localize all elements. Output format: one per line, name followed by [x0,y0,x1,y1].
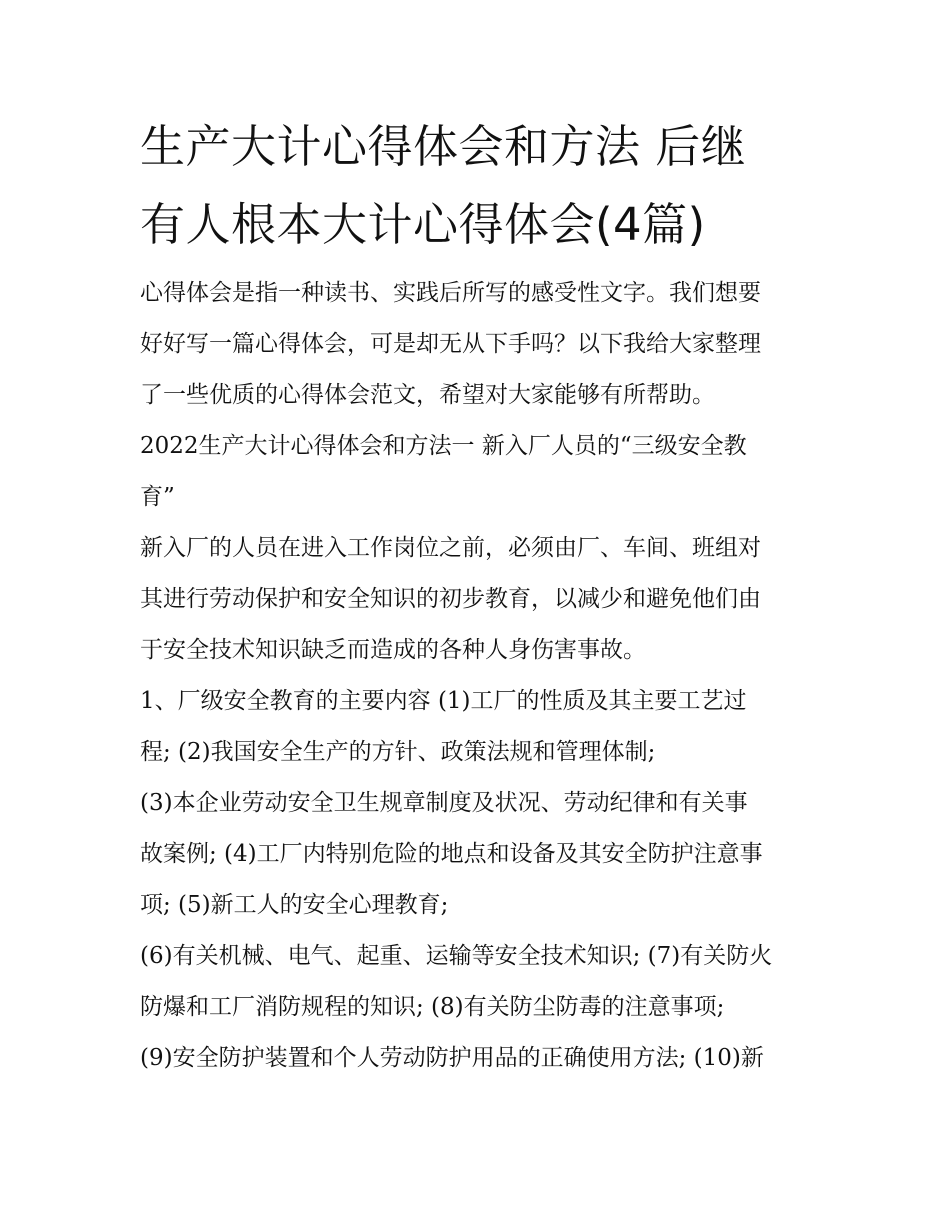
text-line: 好好写一篇心得体会，可是却无从下手吗？以下我给大家整理 [140,331,761,357]
text-line: 故案例; (4)工厂内特别危险的地点和设备及其安全防护注意事 [140,841,763,867]
title-line: 有人根本大计心得体会(4篇) [140,198,706,251]
text-line: (3)本企业劳动安全卫生规章制度及状况、劳动纪律和有关事 [140,790,748,816]
body-paragraph [140,523,820,676]
document-page [140,108,820,1084]
list-paragraph [140,931,820,1033]
text-line: 其进行劳动保护和安全知识的初步教育，以减少和避免他们由 [140,586,761,612]
text-line: 1、厂级安全教育的主要内容 (1)工厂的性质及其主要工艺过 [140,688,747,714]
text-line: 程; (2)我国安全生产的方针、政策法规和管理体制; [140,739,656,765]
text-line: 育” [140,484,175,510]
list-paragraph [140,1033,820,1084]
intro-paragraph [140,268,820,421]
text-line: 2022生产大计心得体会和方法一 新入厂人员的“三级安全教 [140,433,747,459]
text-line: 防爆和工厂消防规程的知识; (8)有关防尘防毒的注意事项; [140,994,725,1020]
text-line: 于安全技术知识缺乏而造成的各种人身伤害事故。 [140,637,646,663]
text-line: 心得体会是指一种读书、实践后所写的感受性文字。我们想要 [140,280,761,306]
text-line: 新入厂的人员在进入工作岗位之前，必须由厂、车间、班组对 [140,535,761,561]
list-paragraph [140,676,820,778]
document-title [140,108,820,264]
text-line: (9)安全防护装置和个人劳动防护用品的正确使用方法; (10)新 [140,1045,764,1071]
section-heading [140,421,820,523]
title-line: 生产大计心得体会和方法 后继 [140,120,747,173]
list-paragraph [140,778,820,931]
text-line: (6)有关机械、电气、起重、运输等安全技术知识; (7)有关防火 [140,943,773,969]
text-line: 了一些优质的心得体会范文，希望对大家能够有所帮助。 [140,382,715,408]
text-line: 项; (5)新工人的安全心理教育; [140,892,449,918]
